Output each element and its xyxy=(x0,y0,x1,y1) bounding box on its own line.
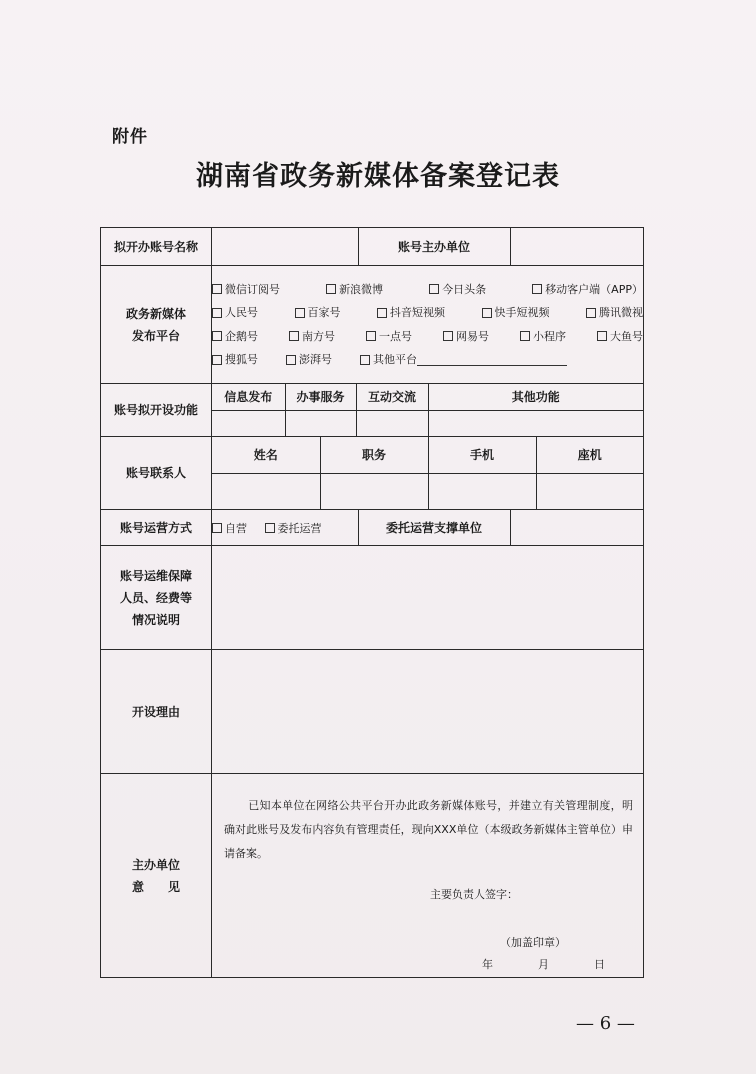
registration-form xyxy=(100,227,644,978)
checkbox-icon[interactable] xyxy=(360,355,370,365)
function-interaction-field[interactable] xyxy=(356,410,428,436)
platform-option[interactable]: 南方号 xyxy=(289,325,335,349)
checkbox-icon[interactable] xyxy=(212,331,222,341)
checkbox-icon[interactable] xyxy=(326,284,336,294)
operation-options xyxy=(212,510,358,545)
contact-mobile-field[interactable] xyxy=(428,473,536,509)
platform-row-4 xyxy=(212,348,643,372)
opinion-cell xyxy=(212,774,644,978)
contact-landline-field[interactable] xyxy=(536,473,643,509)
platform-option[interactable]: 新浪微博 xyxy=(326,278,383,302)
account-name-label: 拟开办账号名称 xyxy=(101,228,212,266)
platform-option[interactable]: 人民号 xyxy=(212,301,258,325)
platform-row-1 xyxy=(212,278,643,302)
checkbox-icon[interactable] xyxy=(429,284,439,294)
checkbox-icon[interactable] xyxy=(520,331,530,341)
function-services-field[interactable] xyxy=(285,410,356,436)
reason-label: 开设理由 xyxy=(101,650,212,774)
contact-title-header: 职务 xyxy=(320,437,428,473)
opinion-label: 主办单位 意 见 xyxy=(101,774,212,978)
platform-option[interactable]: 搜狐号 xyxy=(212,348,258,372)
function-info-release-field[interactable] xyxy=(212,410,285,436)
opinion-text: 已知本单位在网络公共平台开办此政务新媒体账号，并建立有关管理制度，明确对此账号及发布内容负有管理责任，现向XXX单位（本级政务新媒体主管单位）申请备案。 xyxy=(224,799,633,860)
checkbox-icon[interactable] xyxy=(212,355,222,365)
delegate-unit-label: 委托运营支撑单位 xyxy=(358,510,510,545)
platform-option[interactable]: 大鱼号 xyxy=(597,325,643,349)
date-line xyxy=(482,956,605,972)
contact-grid xyxy=(212,437,643,509)
checkbox-icon[interactable] xyxy=(482,308,492,318)
date-month: 月 xyxy=(538,958,549,971)
platform-option[interactable]: 今日头条 xyxy=(429,278,486,302)
contact-title-field[interactable] xyxy=(320,473,428,509)
platform-options xyxy=(212,266,644,384)
platform-option[interactable]: 澎湃号 xyxy=(286,348,332,372)
platform-label xyxy=(101,266,212,384)
operation-label: 账号运营方式 xyxy=(101,510,212,546)
signature-label: 主要负责人签字： xyxy=(430,888,518,901)
contact-mobile-header: 手机 xyxy=(428,437,536,473)
checkbox-icon[interactable] xyxy=(212,523,222,533)
page-number: — 6 — xyxy=(576,1013,635,1034)
checkbox-icon[interactable] xyxy=(295,308,305,318)
platform-label-line1: 政务新媒体 xyxy=(125,306,186,321)
platform-option[interactable]: 其他平台 xyxy=(360,348,567,372)
platform-option[interactable]: 抖音短视频 xyxy=(377,301,445,325)
platform-option[interactable]: 网易号 xyxy=(443,325,489,349)
host-unit-label: 账号主办单位 xyxy=(358,228,510,265)
function-other: 其他功能 xyxy=(428,384,643,410)
checkbox-icon[interactable] xyxy=(212,308,222,318)
checkbox-icon[interactable] xyxy=(597,331,607,341)
platform-option[interactable]: 一点号 xyxy=(366,325,412,349)
contact-name-field[interactable] xyxy=(212,473,320,509)
checkbox-icon[interactable] xyxy=(289,331,299,341)
form-title: 湖南省政务新媒体备案登记表 xyxy=(196,161,560,192)
support-field[interactable] xyxy=(212,546,644,650)
function-interaction: 互动交流 xyxy=(356,384,428,410)
platform-label-line2: 发布平台 xyxy=(131,328,180,343)
checkbox-icon[interactable] xyxy=(443,331,453,341)
account-name-field[interactable] xyxy=(212,228,358,265)
delegate-unit-field[interactable] xyxy=(510,510,643,545)
function-grid xyxy=(212,384,643,436)
checkbox-icon[interactable] xyxy=(586,308,596,318)
date-day: 日 xyxy=(594,958,605,971)
function-info-release: 信息发布 xyxy=(212,384,285,410)
platform-option[interactable]: 微信订阅号 xyxy=(212,278,280,302)
operation-option-delegated[interactable]: 委托运营 xyxy=(265,520,322,536)
date-year: 年 xyxy=(482,958,493,971)
function-other-field[interactable] xyxy=(428,410,643,436)
attachment-label: 附件 xyxy=(112,127,148,147)
contact-name-header: 姓名 xyxy=(212,437,320,473)
function-services: 办事服务 xyxy=(285,384,356,410)
support-label: 账号运维保障 人员、经费等 情况说明 xyxy=(101,546,212,650)
seal-label: （加盖印章） xyxy=(500,936,566,949)
platform-option[interactable]: 企鹅号 xyxy=(212,325,258,349)
account-name-row xyxy=(212,228,643,265)
checkbox-icon[interactable] xyxy=(265,523,275,533)
other-platform-field[interactable] xyxy=(417,353,567,366)
platform-option[interactable]: 百家号 xyxy=(295,301,341,325)
checkbox-icon[interactable] xyxy=(286,355,296,365)
platform-option[interactable]: 小程序 xyxy=(520,325,566,349)
function-label: 账号拟开设功能 xyxy=(101,384,212,437)
operation-option-self[interactable]: 自营 xyxy=(212,520,247,536)
platform-row-2 xyxy=(212,301,643,325)
checkbox-icon[interactable] xyxy=(532,284,542,294)
checkbox-icon[interactable] xyxy=(366,331,376,341)
platform-row-3 xyxy=(212,325,643,349)
platform-option[interactable]: 快手短视频 xyxy=(482,301,550,325)
contact-landline-header: 座机 xyxy=(536,437,643,473)
host-unit-field[interactable] xyxy=(510,228,643,265)
checkbox-icon[interactable] xyxy=(377,308,387,318)
reason-field[interactable] xyxy=(212,650,644,774)
operation-row xyxy=(212,510,643,545)
platform-option[interactable]: 移动客户端（APP） xyxy=(532,278,643,302)
contact-label: 账号联系人 xyxy=(101,437,212,510)
checkbox-icon[interactable] xyxy=(212,284,222,294)
platform-option[interactable]: 腾讯微视 xyxy=(586,301,643,325)
